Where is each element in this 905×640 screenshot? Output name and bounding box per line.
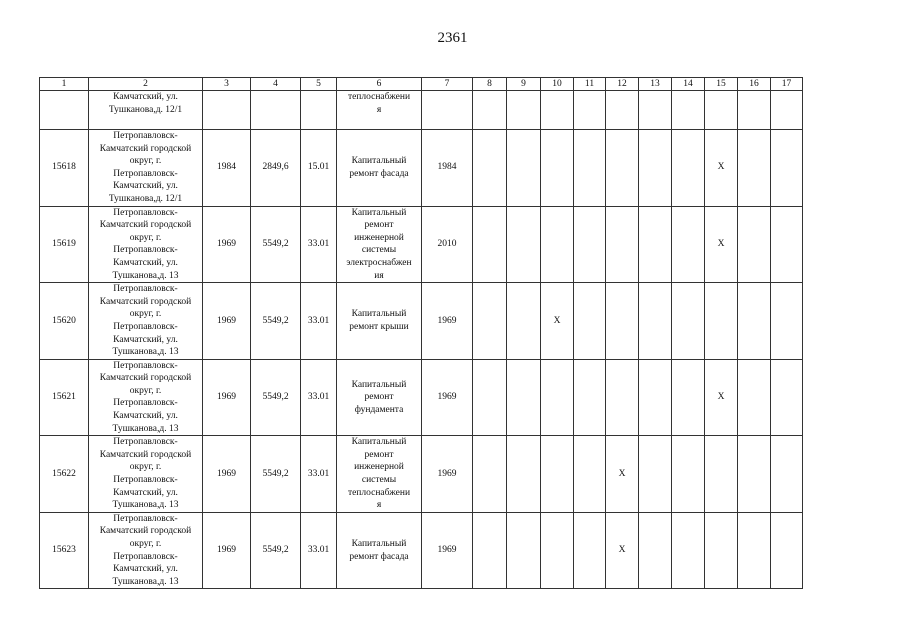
cell-mark: X [705, 130, 738, 207]
cell [203, 91, 251, 130]
cell-mark [507, 130, 541, 207]
cell-mark [672, 512, 705, 589]
column-number: 14 [672, 78, 705, 91]
column-number: 9 [507, 78, 541, 91]
cell-address: Петропавловск- Камчатский городской округ, г. Петропавловск- Камчатский, ул. Тушканова,д. 13 [89, 359, 203, 436]
cell-year2: 1969 [422, 283, 473, 360]
cell-mark [473, 130, 507, 207]
cell-mark [738, 130, 771, 207]
cell-mark [541, 130, 574, 207]
cell-mark [639, 359, 672, 436]
cell-mark [771, 206, 803, 283]
cell-code: 33.01 [301, 436, 337, 513]
cell-code: 33.01 [301, 283, 337, 360]
column-number: 12 [606, 78, 639, 91]
column-number: 1 [40, 78, 89, 91]
cell-mark [574, 130, 606, 207]
cell-area: 5549,2 [251, 436, 301, 513]
cell-mark [507, 436, 541, 513]
table-row [40, 359, 803, 436]
cell-mark [639, 130, 672, 207]
cell-address: Петропавловск- Камчатский городской округ, г. Петропавловск- Камчатский, ул. Тушканова,д. 12/1 [89, 130, 203, 207]
cell-address: Камчатский, ул. Тушканова,д. 12/1 [89, 91, 203, 130]
cell-year: 1969 [203, 359, 251, 436]
continuation-row [40, 91, 803, 130]
cell-mark [738, 436, 771, 513]
cell-mark [738, 283, 771, 360]
cell-address: Петропавловск- Камчатский городской округ, г. Петропавловск- Камчатский, ул. Тушканова,д. 13 [89, 206, 203, 283]
cell-mark [606, 359, 639, 436]
cell-work: Капитальный ремонт фасада [337, 512, 422, 589]
cell-mark [574, 436, 606, 513]
cell-mark [672, 283, 705, 360]
cell-id: 15620 [40, 283, 89, 360]
column-number: 11 [574, 78, 606, 91]
cell-id: 15622 [40, 436, 89, 513]
cell-id: 15619 [40, 206, 89, 283]
cell [672, 91, 705, 130]
cell [301, 91, 337, 130]
column-number: 13 [639, 78, 672, 91]
cell-code: 33.01 [301, 512, 337, 589]
column-number: 17 [771, 78, 803, 91]
table-row [40, 512, 803, 589]
cell-area: 2849,6 [251, 130, 301, 207]
cell-mark [738, 512, 771, 589]
cell-mark [473, 206, 507, 283]
cell-area: 5549,2 [251, 512, 301, 589]
cell-year: 1969 [203, 436, 251, 513]
cell-mark: X [606, 512, 639, 589]
cell-mark [574, 359, 606, 436]
cell [507, 91, 541, 130]
table-row [40, 130, 803, 207]
cell-mark [672, 359, 705, 436]
cell-mark [705, 512, 738, 589]
cell [639, 91, 672, 130]
cell-mark [672, 130, 705, 207]
table-row [40, 206, 803, 283]
cell-mark [771, 512, 803, 589]
column-number: 6 [337, 78, 422, 91]
cell-address: Петропавловск- Камчатский городской округ, г. Петропавловск- Камчатский, ул. Тушканова,д. 13 [89, 283, 203, 360]
cell-id [40, 91, 89, 130]
table-row [40, 283, 803, 360]
cell-work: Капитальный ремонт фасада [337, 130, 422, 207]
cell-mark [541, 206, 574, 283]
cell-mark [639, 512, 672, 589]
cell-mark [541, 436, 574, 513]
cell-mark [705, 283, 738, 360]
cell-mark [507, 512, 541, 589]
cell-mark [574, 512, 606, 589]
cell-id: 15623 [40, 512, 89, 589]
cell-mark [771, 130, 803, 207]
cell-year: 1969 [203, 283, 251, 360]
cell-mark [738, 359, 771, 436]
cell-year: 1984 [203, 130, 251, 207]
column-number: 2 [89, 78, 203, 91]
cell-work: Капитальный ремонт фундамента [337, 359, 422, 436]
cell-mark [507, 283, 541, 360]
column-number: 15 [705, 78, 738, 91]
column-number: 4 [251, 78, 301, 91]
cell-mark [541, 359, 574, 436]
cell-area: 5549,2 [251, 206, 301, 283]
cell-mark: X [705, 206, 738, 283]
cell-mark [574, 283, 606, 360]
cell-year: 1969 [203, 206, 251, 283]
cell-year2: 1969 [422, 512, 473, 589]
column-number: 7 [422, 78, 473, 91]
cell-id: 15621 [40, 359, 89, 436]
cell-mark: X [705, 359, 738, 436]
column-number: 5 [301, 78, 337, 91]
cell [606, 91, 639, 130]
cell-mark [771, 359, 803, 436]
cell-mark [606, 130, 639, 207]
column-number: 16 [738, 78, 771, 91]
column-number-row [40, 78, 803, 91]
cell-address: Петропавловск- Камчатский городской округ, г. Петропавловск- Камчатский, ул. Тушканова,д. 13 [89, 436, 203, 513]
cell [738, 91, 771, 130]
cell-mark [639, 436, 672, 513]
cell-area: 5549,2 [251, 283, 301, 360]
cell-year2: 1969 [422, 436, 473, 513]
cell [422, 91, 473, 130]
cell-id: 15618 [40, 130, 89, 207]
cell-year: 1969 [203, 512, 251, 589]
cell-area: 5549,2 [251, 359, 301, 436]
cell-mark [473, 512, 507, 589]
cell-mark [473, 359, 507, 436]
cell-mark [507, 206, 541, 283]
cell [771, 91, 803, 130]
cell-mark [639, 283, 672, 360]
cell-mark [606, 283, 639, 360]
column-number: 8 [473, 78, 507, 91]
register-table [39, 77, 803, 589]
cell [705, 91, 738, 130]
cell [251, 91, 301, 130]
column-number: 3 [203, 78, 251, 91]
cell-mark [473, 283, 507, 360]
cell-work: Капитальный ремонт крыши [337, 283, 422, 360]
cell-mark [672, 206, 705, 283]
cell-mark [541, 512, 574, 589]
cell-mark [473, 436, 507, 513]
cell-work: Капитальный ремонт инженерной системы теплоснабжени я [337, 436, 422, 513]
cell-mark [705, 436, 738, 513]
cell-mark [738, 206, 771, 283]
cell-work: Капитальный ремонт инженерной системы электроснабжен ия [337, 206, 422, 283]
cell-year2: 2010 [422, 206, 473, 283]
cell-work: теплоснабжени я [337, 91, 422, 130]
cell-year2: 1984 [422, 130, 473, 207]
cell-mark [771, 436, 803, 513]
cell-mark [771, 283, 803, 360]
cell [574, 91, 606, 130]
cell-address: Петропавловск- Камчатский городской округ, г. Петропавловск- Камчатский, ул. Тушканова,д. 13 [89, 512, 203, 589]
cell-mark [574, 206, 606, 283]
cell [473, 91, 507, 130]
cell-mark [507, 359, 541, 436]
cell-mark [672, 436, 705, 513]
cell-year2: 1969 [422, 359, 473, 436]
cell-mark [606, 206, 639, 283]
page-number: 2361 [437, 30, 468, 46]
cell-mark [639, 206, 672, 283]
cell-mark: X [606, 436, 639, 513]
cell-code: 33.01 [301, 206, 337, 283]
table-row [40, 436, 803, 513]
cell-mark: X [541, 283, 574, 360]
cell [541, 91, 574, 130]
cell-code: 15.01 [301, 130, 337, 207]
cell-code: 33.01 [301, 359, 337, 436]
column-number: 10 [541, 78, 574, 91]
